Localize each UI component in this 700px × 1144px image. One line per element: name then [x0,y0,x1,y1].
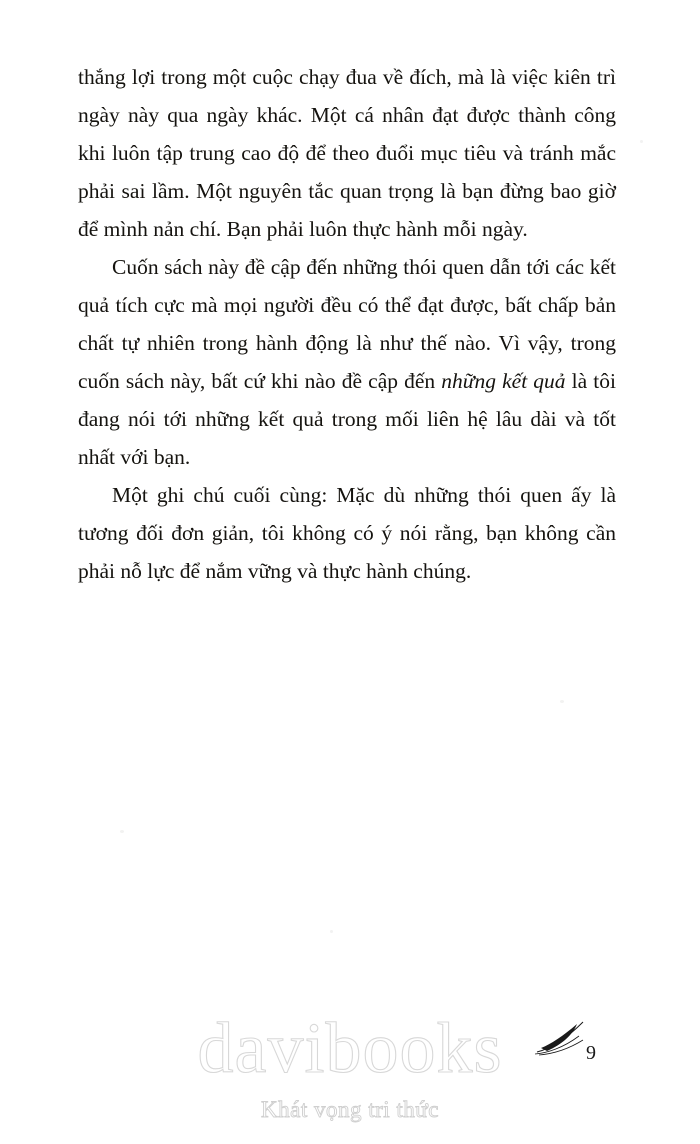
body-text [78,58,616,590]
paper-speck [120,830,124,833]
paragraph-2: Cuốn sách này đề cập đến những thói quen dẫn tới các kết quả tích cực mà mọi người đều có thể đạt được, bất chấp bản chất tự nhiên trong hành động là như thế nào. Vì vậy, trong cuốn sách này, bất cứ khi nào đề cập đến những kết quả là tôi đang nói tới những kết quả trong mối liên hệ lâu dài và tốt nhất với bạn. [78,255,616,469]
page-number: 9 [586,1042,596,1064]
leaf-ornament-icon [533,1018,589,1058]
paragraph-3: Một ghi chú cuối cùng: Mặc dù những thói quen ấy là tương đối đơn giản, tôi không có ý nói rằng, bạn không cần phải nỗ lực để nắm vững và thực hành chúng. [78,483,616,583]
watermark-title: davibooks [197,1008,503,1088]
paragraph-1: thắng lợi trong một cuộc chạy đua về đích, mà là việc kiên trì ngày này qua ngày khác. Một cá nhân đạt được thành công khi luôn tập trung cao độ để theo đuổi mục tiêu và tránh mắc phải sai lầm. Một nguyên tắc quan trọng là bạn đừng bao giờ để mình nản chí. Bạn phải luôn thực hành mỗi ngày. [78,65,616,241]
watermark-subtitle: Khát vọng tri thức [261,1097,439,1122]
paper-speck [560,700,564,703]
paper-speck [640,140,643,143]
emphasis-text: những kết quả [441,369,566,393]
paper-speck [330,930,333,933]
